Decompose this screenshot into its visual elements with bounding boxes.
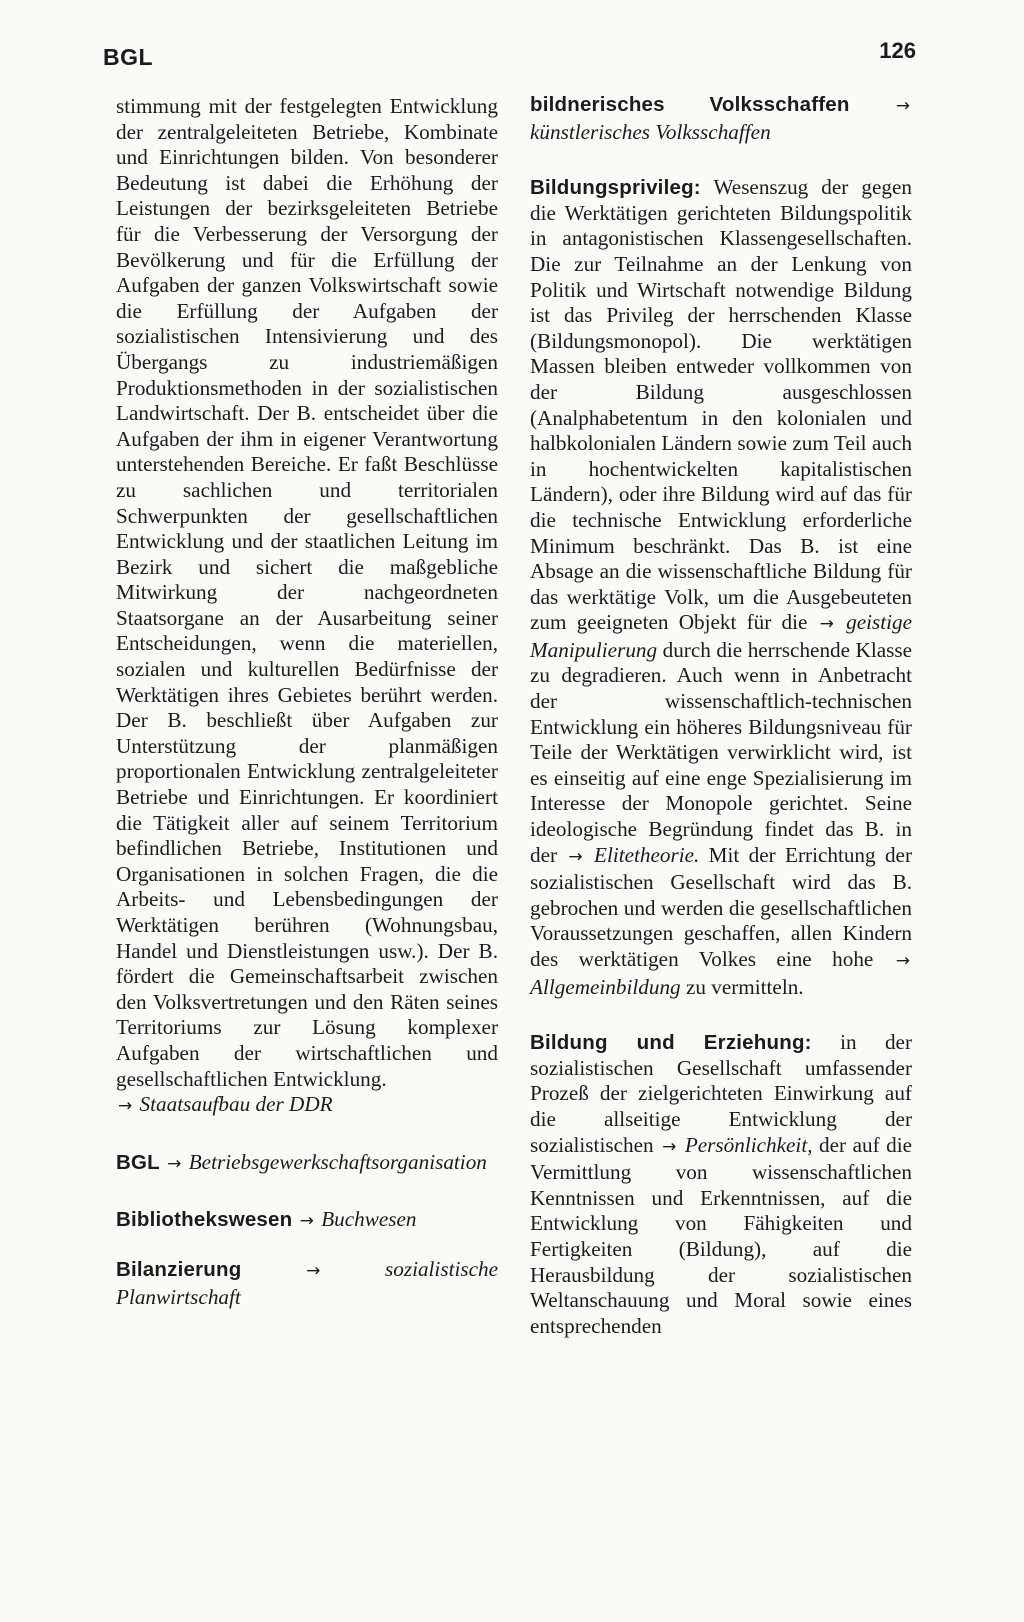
page-number: 126 bbox=[879, 38, 916, 63]
cross-reference: Staatsaufbau der DDR bbox=[139, 1092, 333, 1117]
headword: bildnerisches Volksschaffen bbox=[530, 93, 850, 116]
arrow-icon: → bbox=[568, 846, 583, 867]
entry-bildungsprivileg bbox=[530, 175, 912, 1000]
entry-continuation bbox=[116, 94, 498, 1120]
left-column bbox=[116, 94, 498, 1340]
headword: BGL bbox=[116, 1150, 160, 1174]
arrow-icon: → bbox=[306, 1260, 321, 1281]
cross-reference: Persönlichkeit, bbox=[684, 1132, 813, 1157]
right-column bbox=[530, 92, 912, 1369]
arrow-icon: → bbox=[662, 1136, 677, 1157]
entry-text: Wesenszug der gegen die Werktätigen gerichteten Bildungspolitik in antagonistischen Klassengesellschaften. Die zur Teilnahme an der Lenkung von Politik und Wirtschaft notwendige Bildung ist das Privileg der herrschenden Klasse (Bildungsmonopol). Die werktätigen Massen bleiben entweder vollkommen von der Bildung ausgeschlossen (Analphabetentum in den kolonialen und halbkolonialen Ländern sowie zum Teil auch in hochentwickelten kapitalistischen Ländern), oder ihre Bildung wird auf das für die technische Entwicklung erforderliche Minimum beschränkt. Das B. ist eine Absage an die wissenschaftliche Bildung für das werktätige Volk, um die Ausgebeuteten zum geeigneten Objekt für die bbox=[530, 175, 912, 635]
arrow-icon: → bbox=[167, 1153, 182, 1174]
entry-text: in der sozialistischen Gesellschaft umfassender Prozeß der zielgerichteten Einwirkung auf die allseitige Entwicklung der sozialistischen bbox=[530, 1030, 912, 1157]
arrow-icon: → bbox=[299, 1211, 314, 1232]
cross-reference: Betriebsgewerkschaftsorganisation bbox=[188, 1149, 487, 1174]
cross-reference: sozialistische Planwirtschaft bbox=[116, 1256, 498, 1309]
running-head: BGL bbox=[103, 44, 154, 70]
entry-bilanzierung bbox=[116, 1257, 498, 1310]
cross-reference: künstlerisches Volksschaffen bbox=[530, 119, 771, 144]
entry-bgl bbox=[116, 1150, 498, 1178]
headword: Bibliothekswesen bbox=[116, 1208, 293, 1232]
entry-bibliothekswesen bbox=[116, 1207, 498, 1235]
entry-text: durch die herrschende Klasse zu degradieren. Auch wenn in Anbetracht der wissenschaftlich-technischen Entwicklung ein höheres Bildungsniveau für Teile der Werktätigen verwirklicht wird, ist es einseitig auf eine enge Spezialisierung im Interesse der Monopole gerichtet. Seine ideologische Begründung findet das B. in der bbox=[530, 637, 912, 867]
headword: Bilanzierung bbox=[116, 1257, 242, 1281]
cross-reference: Elitetheorie. bbox=[594, 842, 700, 867]
entry-bildnerisches-volksschaffen bbox=[530, 92, 912, 145]
headword: Bildung und Erziehung: bbox=[530, 1031, 812, 1055]
entry-bildung-und-erziehung bbox=[530, 1030, 912, 1339]
entry-text: zu vermitteln. bbox=[685, 974, 804, 999]
arrow-icon: → bbox=[118, 1096, 133, 1117]
arrow-icon: → bbox=[895, 951, 910, 971]
entry-text: Mit der Errichtung der sozialistischen Gesellschaft wird das B. gebrochen und werden die gesellschaftlichen Voraussetzungen geschaffen, allen Kindern des werktätigen Volkes eine hohe bbox=[530, 842, 913, 971]
entry-text: der auf die Vermittlung von wissenschaftlichen Kenntnissen und Erkenntnissen, auf die Entwicklung von Fähigkeiten und Fertigkeiten (Bildung), auf die Herausbildung der sozialistischen Weltanschauung und Moral sowie eines entsprechenden bbox=[530, 1132, 913, 1338]
arrow-icon: → bbox=[819, 614, 834, 635]
headword: Bildungsprivileg: bbox=[530, 176, 701, 200]
cross-reference: Allgemeinbildung bbox=[530, 974, 681, 999]
cross-reference: geistige Manipulierung bbox=[530, 610, 913, 662]
arrow-icon: → bbox=[895, 96, 910, 116]
continuation-text: stimmung mit der festgelegten Entwicklung der zentralgeleiteten Betriebe, Kombinate und Einrichtungen bilden. Von besonderer Bedeutung ist dabei die Erhöhung der Leistungen der bezirksgeleiteten Betriebe für die Verbesserung der Versorgung der Bevölkerung und für die Erfüllung der Aufgaben der ganzen Volkswirtschaft sowie die Erfüllung der Aufgaben der sozialistischen Intensivierung und des Übergangs zu industriemäßigen Produktionsmethoden in der sozialistischen Landwirtschaft. Der B. entscheidet über die Aufgaben der ihm in eigener Verantwortung unterstehenden Bereiche. Er faßt Beschlüsse zu sachlichen und territorialen Schwerpunkten der gesellschaftlichen Entwicklung und der staatlichen Leitung im Bezirk und sichert die maßgebliche Mitwirkung der nachgeordneten Staatsorgane an der Ausarbeitung seiner Entscheidungen, wenn die materiellen, sozialen und kulturellen Bedürfnisse der Werktätigen ihres Gebietes berührt werden. Der B. beschließt über Aufgaben zur Unterstützung der planmäßigen proportionalen Entwicklung zentralgeleiteter Betriebe und Einrichtungen. Er koordiniert die Tätigkeit aller auf seinem Territorium befindlichen Betriebe, Institutionen und Organisationen in solchen Fragen, die die Arbeits- und Lebensbedingungen der Werktätigen berühren (Wohnungsbau, Handel und Dienstleistungen usw.). Der B. fördert die Gemeinschaftsarbeit zwischen den Volksvertretungen und den Räten seines Territoriums zur Lösung komplexer Aufgaben der wirtschaftlichen und gesellschaftlichen Entwicklung. bbox=[116, 94, 498, 1091]
cross-reference: Buchwesen bbox=[321, 1207, 417, 1232]
